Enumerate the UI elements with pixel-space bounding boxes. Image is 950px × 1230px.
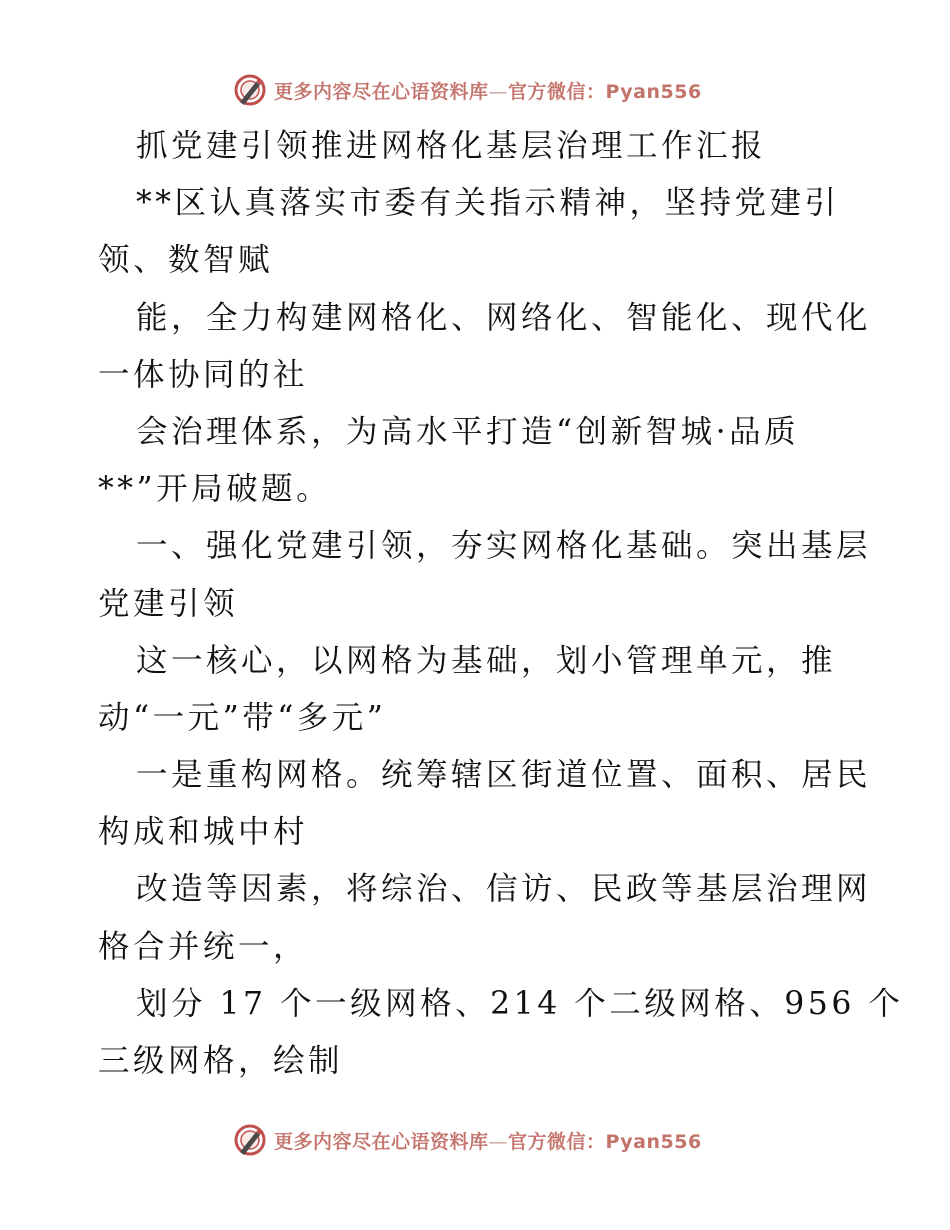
paragraph-line: 动“一元”带“多元”: [98, 699, 387, 736]
paragraph-line: 划分 17 个一级网格、214 个二级网格、956 个: [136, 985, 904, 1022]
paragraph-line: **区认真落实市委有关指示精神，坚持党建引: [136, 185, 840, 222]
paragraph-line: 三级网格，绘制: [98, 1043, 344, 1079]
paragraph-line: **”开局破题。: [98, 471, 332, 508]
watermark-wechat: 官方微信：Pyan556: [508, 80, 702, 103]
paragraph-line: 一体协同的社: [98, 356, 309, 393]
watermark-main: 更多内容尽在心语资料库: [274, 80, 489, 103]
paragraph-line: 会治理体系，为高水平打造“创新智城·品质: [136, 413, 800, 450]
watermark-dash: —: [488, 80, 509, 103]
paragraph-line: 格合并统一，: [98, 928, 309, 965]
paragraph-line: 党建引领: [98, 585, 239, 622]
paragraph-line: 能，全力构建网格化、网络化、智能化、现代化: [136, 299, 872, 336]
pen-logo-icon: [232, 72, 268, 108]
watermark-main: 更多内容尽在心语资料库: [274, 1130, 489, 1153]
footer-watermark-banner: [232, 1122, 702, 1158]
paragraph-line: 这一核心，以网格为基础，划小管理单元，推: [136, 642, 837, 679]
section-heading-line: 一、强化党建引领，夯实网格化基础。突出基层: [136, 528, 872, 565]
paragraph-line: 改造等因素，将综治、信访、民政等基层治理网: [136, 871, 872, 908]
paragraph-line: 一是重构网格。统筹辖区街道位置、面积、居民: [136, 757, 872, 794]
watermark-dash: —: [488, 1130, 509, 1153]
watermark-text: [274, 1127, 702, 1154]
watermark-wechat: 官方微信：Pyan556: [508, 1130, 702, 1153]
document-body: [98, 118, 904, 1090]
watermark-text: [274, 77, 702, 104]
pen-logo-icon: [232, 1122, 268, 1158]
paragraph-line: 构成和城中村: [98, 814, 309, 851]
document-title: 抓党建引领推进网格化基层治理工作汇报: [136, 128, 767, 164]
header-watermark-banner: [232, 72, 702, 108]
paragraph-line: 领、数智赋: [98, 242, 274, 279]
